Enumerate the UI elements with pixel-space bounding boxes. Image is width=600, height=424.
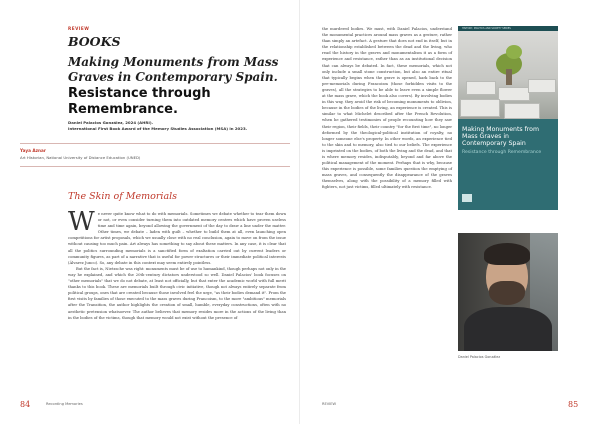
running-footer: Recording Memories <box>46 402 83 406</box>
paragraph: But the fact is, Nietzsche was right: monuments must be of use to humankind, though perhaps not only in the way he explained, and which the 20th-century dictators understood so well. Daniel Palacios' book focuses on "other memorials" that we do not debate, at least not officially, but that enter the academic world with full merit thanks to this book. These are memorials built through civic initiative, though not always entirely separate from political groups, ones that are created because those involved feel the urge, "as their bodies demand it". From the first visits by families of those executed to the mass graves during Francoism, to the more "ambitious" memorials after the Transition, the author highlights the creation of small, humble, everyday constructions, often with no aesthetic pretension whatsoever. The author believes that memory resides more in the actions of the living than in the bodies of the victims, though that memory would not exist without the presence of <box>68 266 286 320</box>
author-portrait <box>458 233 558 351</box>
cover-series-text: HISTORY, POLITICS AND SOCIETY SERIES <box>462 27 511 30</box>
stone-slab <box>498 87 530 101</box>
stone-slab <box>528 79 556 93</box>
paragraph <box>68 207 286 266</box>
running-footer: REVIEW <box>322 402 337 406</box>
page-number: 84 <box>20 400 31 409</box>
article-body <box>68 207 286 321</box>
portrait-body <box>464 307 552 351</box>
portrait-hair <box>484 243 530 265</box>
book-meta <box>68 120 247 132</box>
drop-cap: W <box>68 207 95 237</box>
section-title: BOOKS <box>68 34 121 49</box>
publisher-logo-icon <box>462 194 472 202</box>
reviewer-name: Yaya Aznar <box>20 148 46 153</box>
right-page <box>300 0 600 424</box>
stone-slab <box>466 81 496 95</box>
book-author: Daniel Palacios González, 2024 (AHRI). <box>68 120 154 125</box>
divider <box>20 166 290 167</box>
cover-photo <box>458 31 558 119</box>
cover-subtitle: Resistance through Remembrance <box>462 150 542 155</box>
portrait-beard <box>489 281 525 305</box>
article-body-continued: the murdered bodies. We must, with Daniel Palacios, understand the monumental practices around mass graves as a gesture, rather than simply an artefact. A gesture that does not end in itself, but in the relationship established between the dead and the living, who read the history in the graves and monumentalism it as a form of experience and resistance, rather than as an institutional decision that can always be debated. In fact, these memorials, which not only include a small stone construction, but also an entire ritual that typically begins when the grave is opened, hark back to the pre-memorials during Francoism (those forbidden visits to the graves), all the strategies to be able to leave even a simple flower at the mass grave, which the book also covers). By involving bodies in this way, they avoid the risk of becoming monuments to oblivion, because in the bodies of the living, an experience is created. This is similar to what Michelet described after the French Revolution, when he gathered testimonies of people recounting how they saw their region, their fields, their country "for the first time", no longer deformed by the theological-political institution of royalty, no longer someone else's property. In other words, an experience tied to the skin and to memory, also tied to our beliefs. The experience is imprinted on the bodies, of both the living and the dead, and that is where memory resides, indisputably, beyond and far above the political management of the moment. Perhaps that is why, because this experience is possible, some families question the emptying of mass graves, and consequently the disappearance of the graves themselves, along with the possibility of a memory filled with fighters, not just victims, filled ultimately with resistance. <box>322 27 452 190</box>
book-cover-image <box>458 26 558 210</box>
plant-icon <box>506 45 522 59</box>
book-award: International First Book Award of the Memory Studies Association (MSA) in 2023. <box>68 126 248 131</box>
divider <box>20 143 290 144</box>
article-title: The Skin of Memorials <box>68 191 178 202</box>
reviewer-affiliation: Art Historian, National University of Distance Education (UNED) <box>20 155 141 160</box>
section-kicker: REVIEW <box>68 26 90 31</box>
reviewer-block <box>20 148 140 160</box>
book-subtitle: Resistance through Remembrance. <box>68 86 211 117</box>
stone-slab <box>504 103 540 119</box>
paragraph-text: e never quite know what to do with memorials. Sometimes we debate whether to tear them down or not, or even consider turning them into outdated memory centres which have proven useless time and time again, beyond allowing the government of the day to draw a line under the matter. Other times, we debate – laden with guilt – whether to build them at all, even launching open competitions for artist proposals, which we usually close with no real conclusion, again to move on from the issue without causing too much pain. Art always has something to say about these matters. In any case, it is clear that all the politics surrounding memorials is a sanctified form of exaltation carried out by current leaders or community figures, as part of a narrative that is useful for power structures or their immediate political interests (Álvarez Junco). So, any debate in this context may seem entirely pointless. <box>68 212 286 265</box>
page-number: 85 <box>568 400 579 409</box>
plant-pot <box>506 69 512 85</box>
stone-slab <box>460 99 500 117</box>
photo-caption: Daniel Palacios González <box>458 355 501 359</box>
book-title: Making Monuments from Mass Graves in Contemporary Spain. <box>68 55 279 84</box>
cover-title: Making Monuments from Mass Graves in Contemporary Spain <box>462 126 539 148</box>
